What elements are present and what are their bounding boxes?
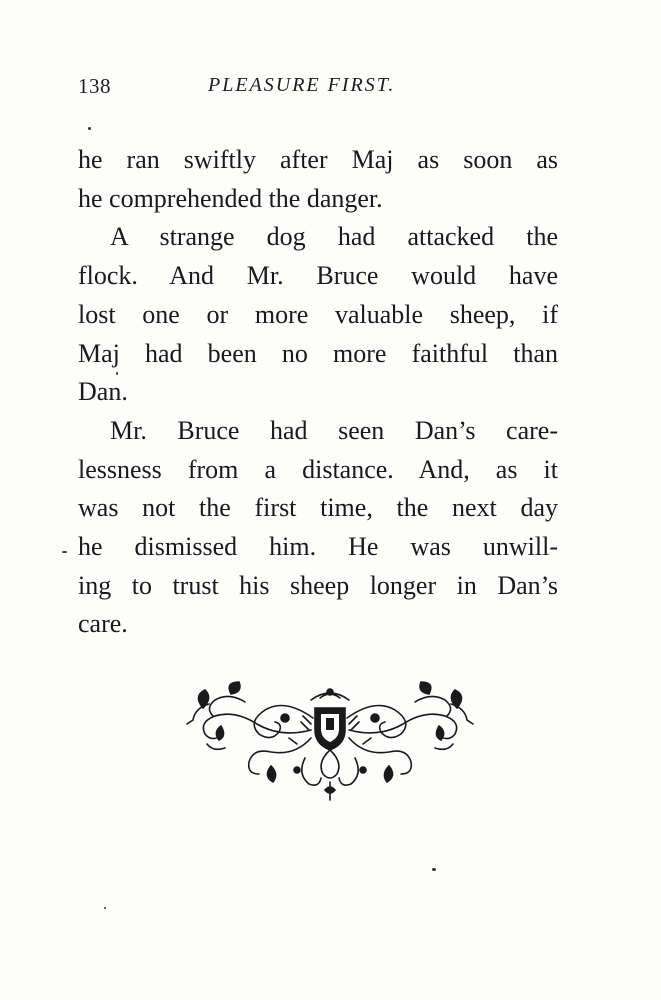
running-head [78,74,558,104]
paragraph-2 [78,218,558,412]
page-number: 138 [78,74,111,98]
text-line: lessness from a distance. And, as it [78,454,558,484]
text-line: Maj had been no more faithful than [78,338,558,368]
text-line: A strange dog had attacked the [110,222,558,252]
running-title: PLEASURE FIRST. [208,74,396,96]
text-line: flock. And Mr. Bruce would have [78,261,558,291]
text-line: he ran swiftly after Maj as soon as [78,145,558,174]
text-line: was not the first time, the next day [78,493,558,523]
text-line: ing to trust his sheep longer in Dan’s [78,570,558,600]
text-line: he comprehended the danger. [78,183,383,213]
paper-speck [116,372,118,375]
text-line: lost one or more valuable sheep, if [78,299,558,329]
text-line: care. [78,609,128,639]
paper-speck [104,907,106,909]
text-line: he dismissed him. He was unwill- [78,532,558,562]
floral-tailpiece-ornament-icon [185,678,475,806]
paragraph-1 [78,141,558,218]
paragraph-3 [78,412,558,644]
paper-speck [432,868,436,871]
body-text [78,141,558,644]
text-line: Mr. Bruce had seen Dan’s care- [110,415,558,445]
paper-speck [88,127,91,130]
text-line: Dan. [78,377,128,407]
paper-speck [62,551,67,553]
